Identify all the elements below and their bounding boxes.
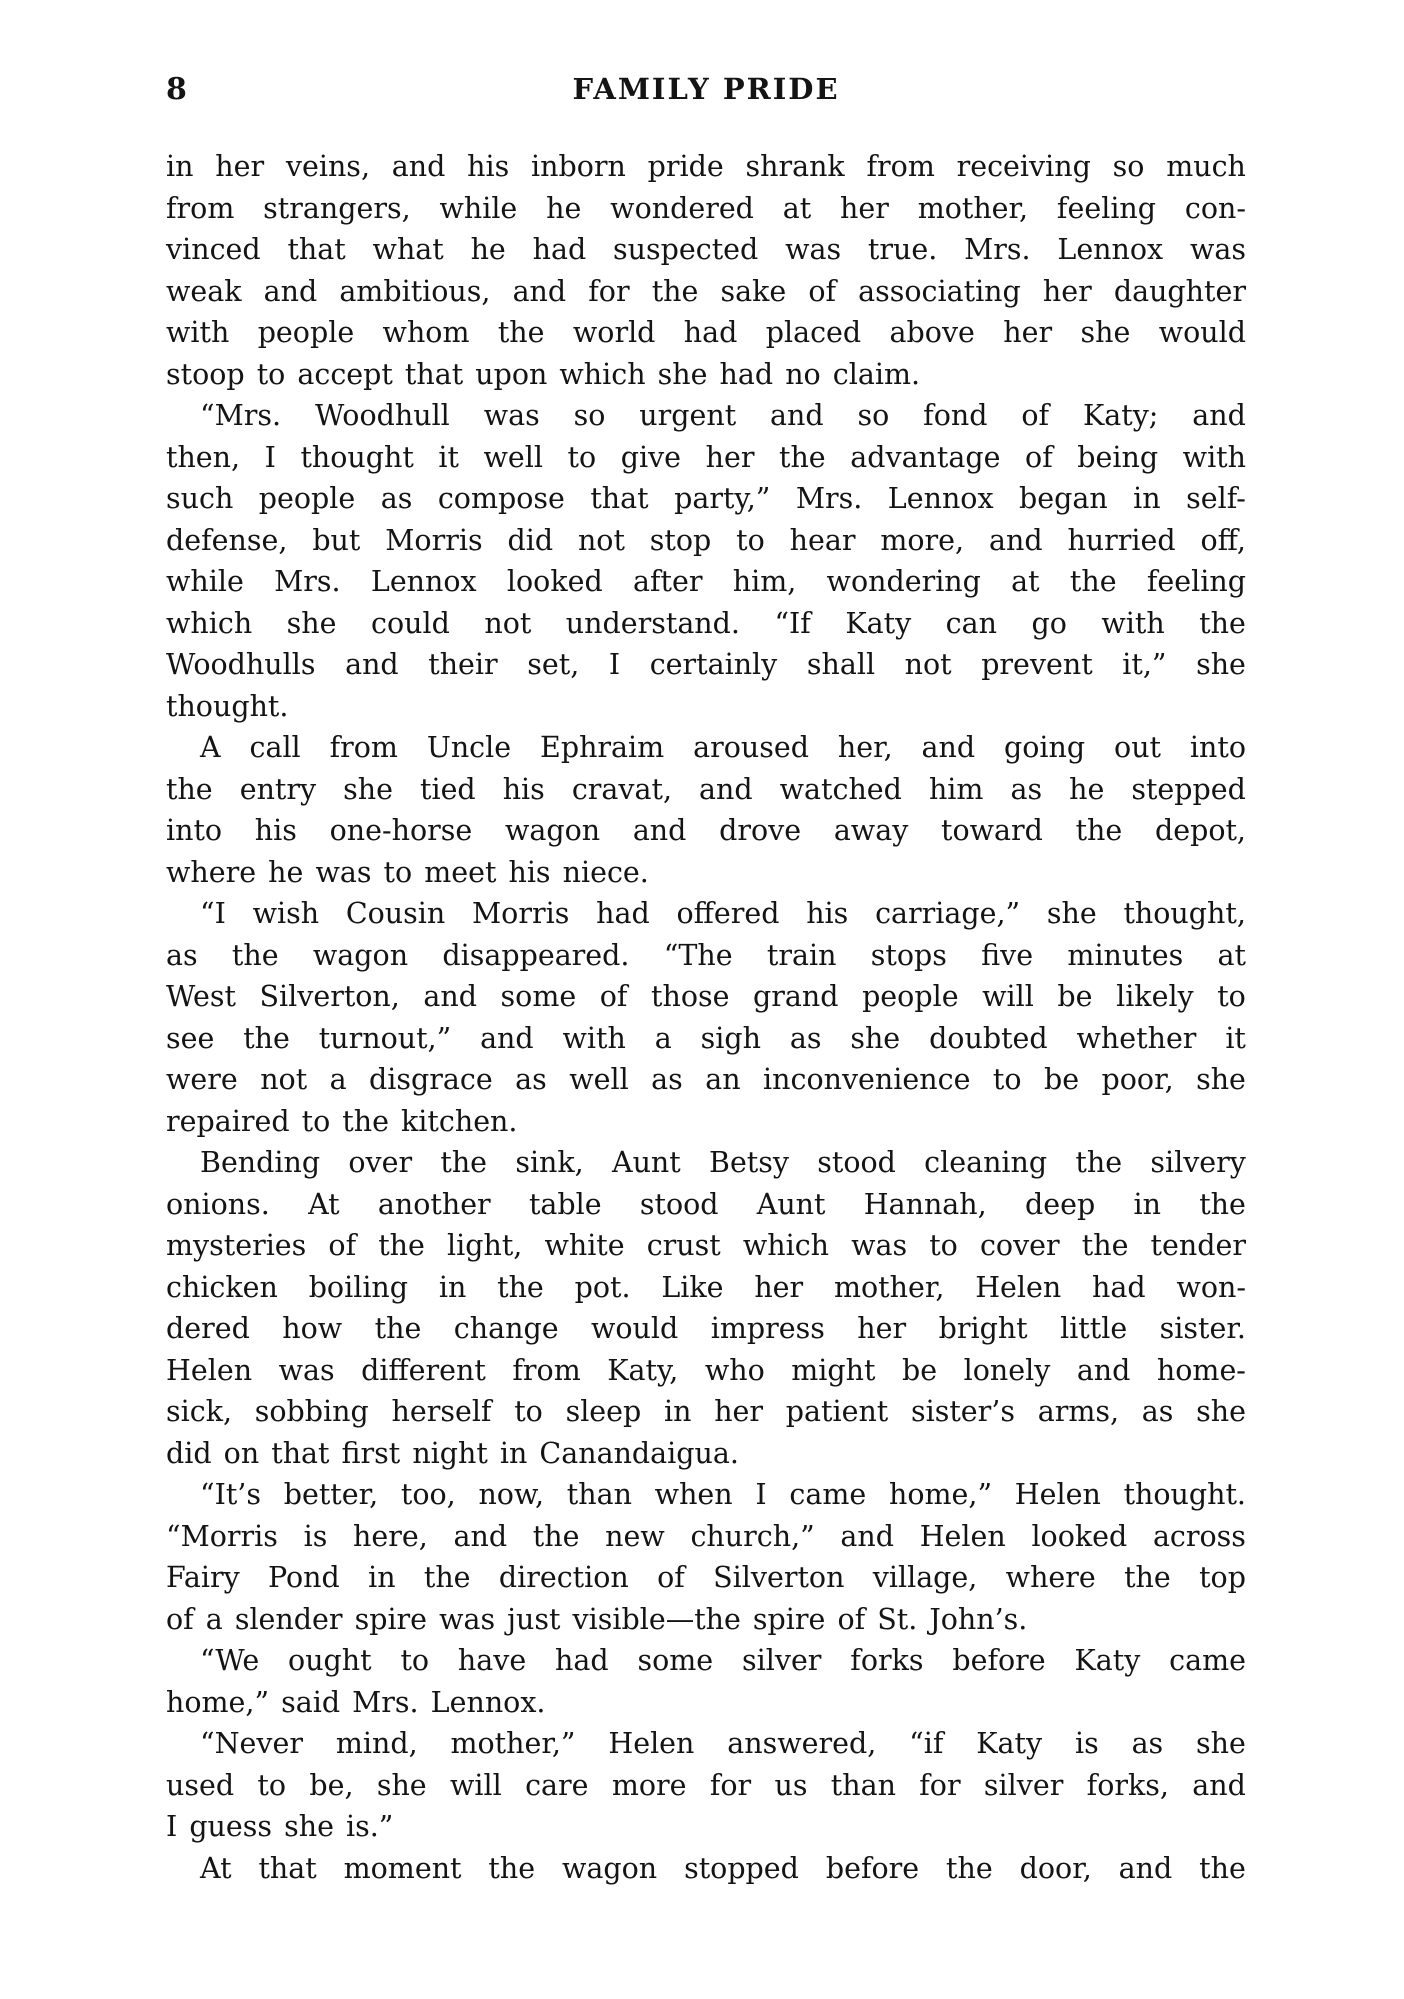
text-line: where he was to meet his niece. [166,855,649,889]
text-line: “Mrs. Woodhull was so urgent and so fond of Katy; and [200,399,1246,432]
text-line: did on that first night in Canandaigua. [166,1436,739,1470]
text-line: into his one-horse wagon and drove away toward the depot, [166,814,1246,847]
text-line: the entry she tied his cravat, and watched him as he stepped [166,772,1246,806]
text-line: see the turnout,” and with a sigh as she doubted whether it [166,1021,1246,1055]
text-line: At that moment the wagon stopped before the door, and the [200,1851,1246,1885]
text-line: West Silverton, and some of those grand people will be likely to [166,980,1246,1013]
text-line: from strangers, while he wondered at her mother, feeling con- [166,191,1246,225]
text-line: dered how the change would impress her bright little sister. [166,1312,1246,1345]
body-text [166,146,1246,1889]
text-line: onions. At another table stood Aunt Hannah, deep in the [166,1187,1246,1221]
text-line: “We ought to have had some silver forks before Katy came [200,1644,1246,1677]
text-line: with people whom the world had placed above her she would [166,316,1246,349]
text-line: used to be, she will care more for us than for silver forks, and [166,1768,1246,1802]
text-line: A call from Uncle Ephraim aroused her, and going out into [200,731,1246,764]
text-line: then, I thought it well to give her the advantage of being with [166,440,1246,474]
text-line: mysteries of the light, white crust which was to cover the tender [166,1229,1246,1262]
text-line: sick, sobbing herself to sleep in her patient sister’s arms, as she [166,1395,1246,1428]
text-line: “I wish Cousin Morris had offered his carriage,” she thought, [200,897,1246,930]
text-line: as the wagon disappeared. “The train stops five minutes at [166,938,1246,972]
text-line: thought. [166,689,289,723]
text-line: in her veins, and his inborn pride shrank from receiving so much [166,150,1246,183]
text-line: Bending over the sink, Aunt Betsy stood cleaning the silvery [200,1146,1246,1179]
text-line: Woodhulls and their set, I certainly shall not prevent it,” she [166,648,1246,681]
text-line: “Never mind, mother,” Helen answered, “if Katy is as she [200,1727,1246,1760]
text-line: “It’s better, too, now, than when I came home,” Helen thought. [200,1478,1246,1511]
text-line: I guess she is.” [166,1810,394,1843]
text-line: stoop to accept that upon which she had no claim. [166,357,921,391]
text-line: which she could not understand. “If Katy can go with the [166,606,1246,640]
text-line: Helen was different from Katy, who might be lonely and home- [166,1353,1246,1387]
text-line: were not a disgrace as well as an inconvenience to be poor, she [166,1063,1246,1096]
text-line: such people as compose that party,” Mrs. Lennox began in self- [166,482,1246,515]
text-line: repaired to the kitchen. [166,1104,518,1138]
page-number: 8 [166,72,187,107]
text-line: defense, but Morris did not stop to hear more, and hurried off, [166,523,1246,557]
running-title: FAMILY PRIDE [572,72,840,106]
text-line: vinced that what he had suspected was true. Mrs. Lennox was [166,233,1246,266]
text-line: home,” said Mrs. Lennox. [166,1685,546,1719]
text-line: while Mrs. Lennox looked after him, wondering at the feeling [166,565,1246,598]
running-head [166,72,1246,116]
text-line: of a slender spire was just visible—the spire of St. John’s. [166,1602,1028,1636]
text-line: “Morris is here, and the new church,” and Helen looked across [166,1519,1246,1553]
text-line: weak and ambitious, and for the sake of associating her daughter [166,274,1246,308]
text-line: Fairy Pond in the direction of Silverton village, where the top [166,1561,1246,1594]
text-line: chicken boiling in the pot. Like her mother, Helen had won- [166,1270,1246,1304]
